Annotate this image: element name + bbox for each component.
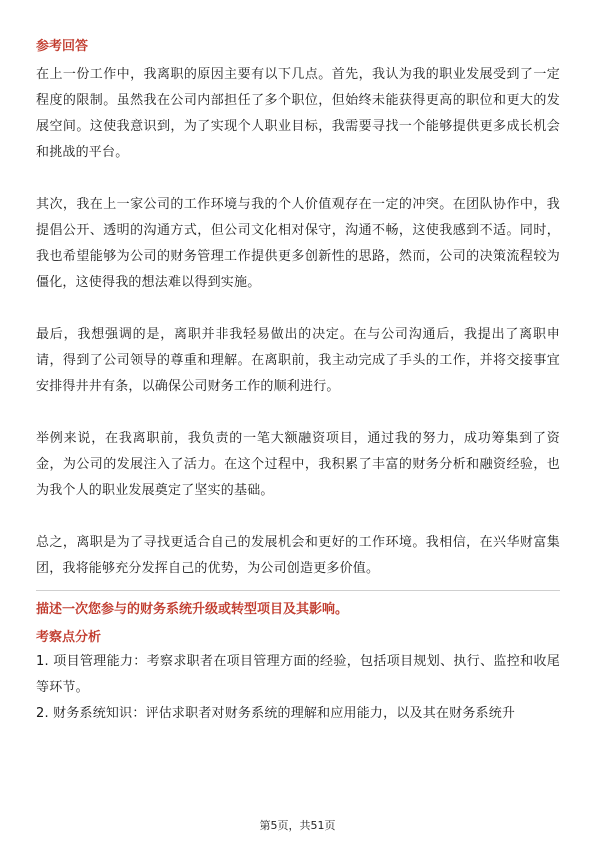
paragraph-2: 其次，我在上一家公司的工作环境与我的个人价值观存在一定的冲突。在团队协作中，我提倡公开、透明的沟通方式，但公司文化相对保守，沟通不畅，这使我感到不适。同时，我也希望能够为公司的财务管理工作提供更多创新性的思路，然而，公司的决策流程较为僵化，这使得我的想法难以得到实施。 [36, 197, 560, 290]
analysis-heading: 考察点分析 [36, 630, 102, 645]
section-divider [36, 590, 560, 591]
paragraph-4: 举例来说，在我离职前，我负责的一笔大额融资项目，通过我的努力，成功筹集到了资金，为公司的发展注入了活力。在这个过程中，我积累了丰富的财务分析和融资经验，也为我个人的职业发展奠定了坚实的基础。 [36, 431, 560, 498]
page-footer: 第5页，共51页 [259, 819, 336, 832]
analysis-item-2: 2. 财务系统知识：评估求职者对财务系统的理解和应用能力，以及其在财务系统升 [36, 706, 516, 721]
paragraph-1: 在上一份工作中，我离职的原因主要有以下几点。首先，我认为我的职业发展受到了一定程度的限制。虽然我在公司内部担任了多个职位，但始终未能获得更高的职位和更大的发展空间。这使我意识到，为了实现个人职业目标，我需要寻找一个能够提供更多成长机会和挑战的平台。 [36, 67, 560, 160]
analysis-item-1: 1. 项目管理能力：考察求职者在项目管理方面的经验，包括项目规划、执行、监控和收尾等环节。 [36, 654, 560, 695]
document-page [36, 36, 560, 727]
paragraph-3: 最后，我想强调的是，离职并非我轻易做出的决定。在与公司沟通后，我提出了离职申请，得到了公司领导的尊重和理解。在离职前，我主动完成了手头的工作，并将交接事宜安排得井井有条，以确保公司财务工作的顺利进行。 [36, 327, 560, 394]
paragraph-5: 总之，离职是为了寻找更适合自己的发展机会和更好的工作环境。我相信，在兴华财富集团，我将能够充分发挥自己的优势，为公司创造更多价值。 [36, 535, 560, 576]
question-heading: 描述一次您参与的财务系统升级或转型项目及其影响。 [36, 602, 349, 617]
answer-heading: 参考回答 [36, 39, 89, 54]
